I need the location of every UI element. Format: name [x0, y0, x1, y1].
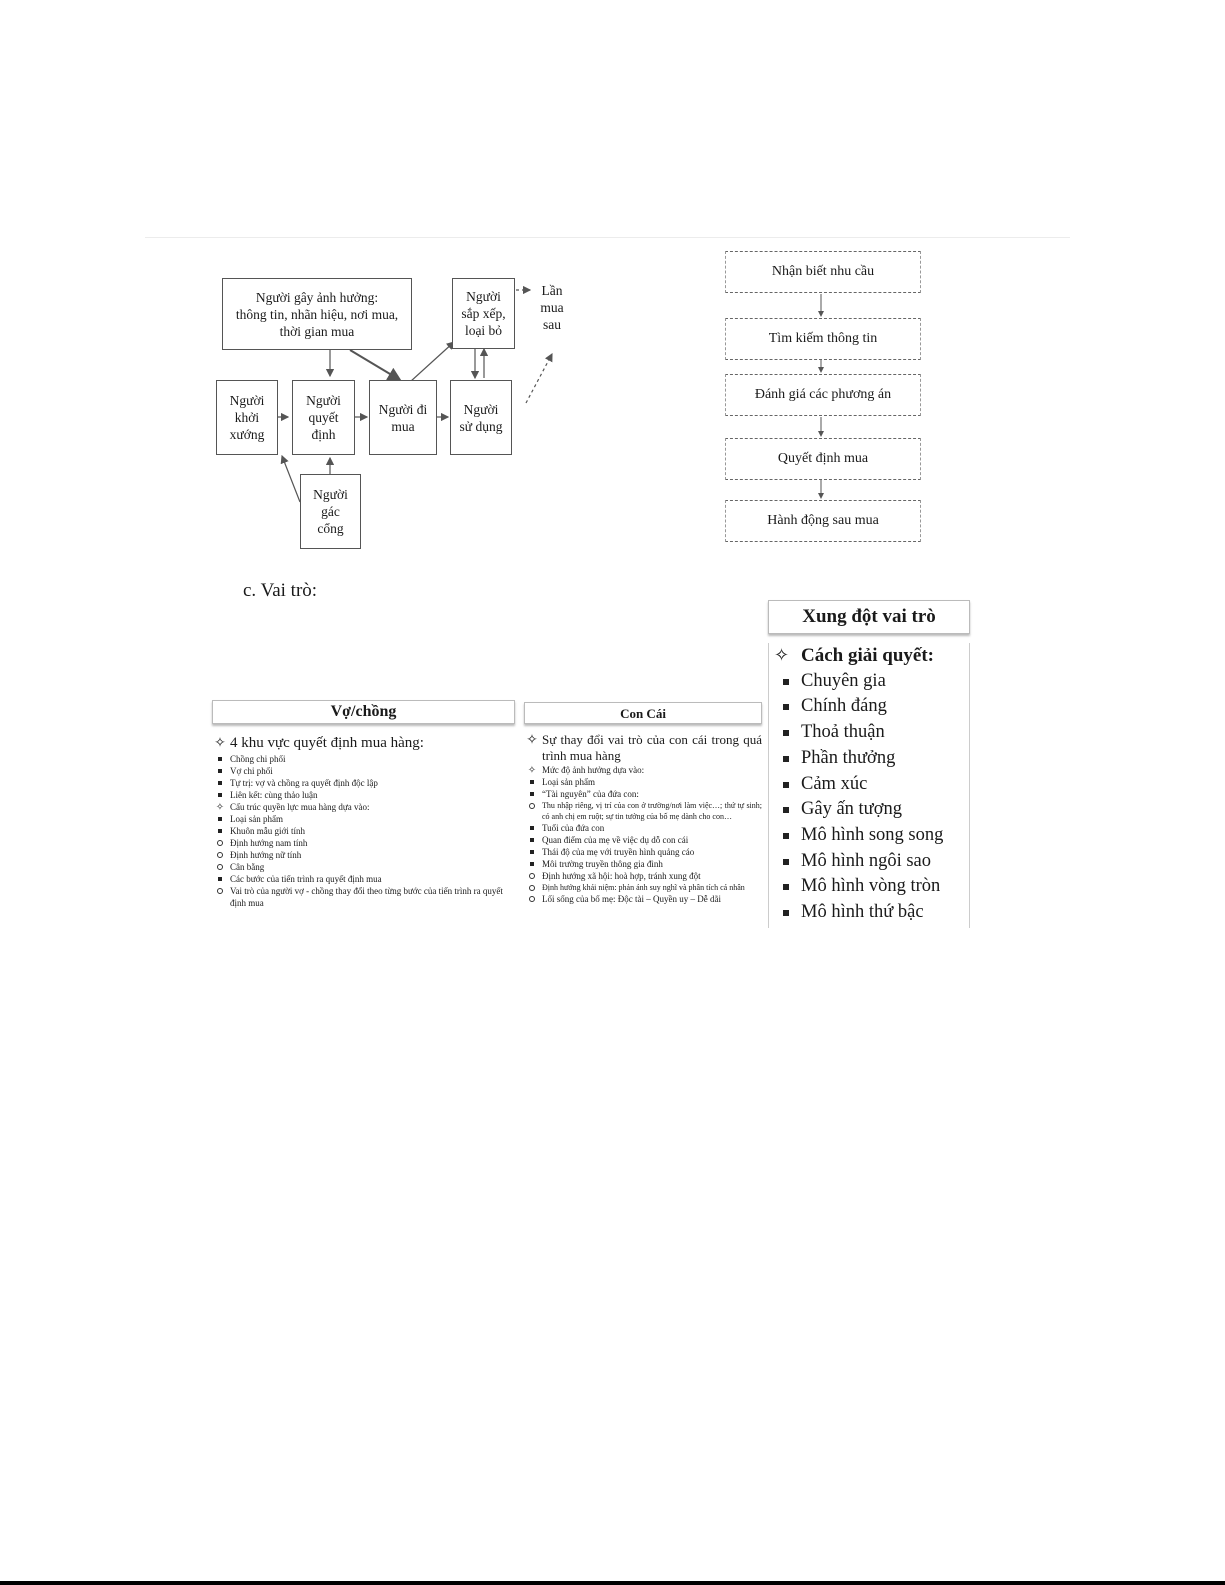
list-item: Tự trị: vợ và chồng ra quyết định độc lập [230, 778, 378, 788]
list-item: Chồng chi phối [230, 754, 286, 764]
list-item: Thoả thuận [769, 720, 969, 746]
square-bullet-icon [783, 704, 789, 710]
initiator-box: Người khởi xướng [216, 380, 278, 455]
list-item: Tuổi của đứa con [542, 823, 605, 833]
diamond-icon [214, 734, 226, 753]
list-item: Chuyên gia [769, 669, 969, 695]
list-item: Định hướng xã hội: hoà hợp, tránh xung đột [542, 871, 701, 881]
list-item: Lối sống của bố mẹ: Độc tài – Quyền uy – Dễ dãi [542, 894, 721, 904]
square-bullet-icon [783, 884, 789, 890]
list-item: Vai trò của người vợ - chồng thay đổi theo từng bước của tiến trình ra quyết định mua [230, 886, 503, 908]
list-item: Chính đáng [769, 694, 969, 720]
top-divider [145, 237, 1070, 238]
square-bullet-icon [783, 807, 789, 813]
role-conflict-title: Xung đột vai trò [768, 600, 970, 634]
influencer-box: Người gây ảnh hưởng: thông tin, nhãn hiệu, nơi mua, thời gian mua [222, 278, 412, 350]
arrow-user-next [526, 354, 552, 403]
list-item: Liên kết: cùng thảo luận [230, 790, 318, 800]
list-item: ✧ Cấu trúc quyền lực mua hàng dựa vào: [212, 801, 515, 813]
arrow-buyer-disposer [410, 342, 454, 382]
children-title: Con Cái [524, 702, 762, 724]
purchase-process-flow [724, 250, 924, 550]
user-box: Người sử dụng [450, 380, 512, 455]
list-item: Mô hình thứ bậc [769, 900, 969, 926]
square-bullet-icon [783, 782, 789, 788]
children-list [524, 732, 762, 905]
square-bullet-icon [783, 730, 789, 736]
role-conflict-heading: ✧ Cách giải quyết: [769, 643, 969, 669]
list-item: Môi trường truyền thông gia đình [542, 859, 663, 869]
arrow-gatekeeper-initiator [282, 456, 300, 502]
list-item: Vợ chi phối [230, 766, 273, 776]
husband-wife-heading: ✧ 4 khu vực quyết định mua hàng: [212, 734, 515, 753]
list-item: Mô hình song song [769, 823, 969, 849]
role-conflict-body [768, 643, 970, 928]
step-purchase-decision: Quyết định mua [725, 438, 921, 480]
list-item: Mô hình ngôi sao [769, 849, 969, 875]
step-evaluate-alternatives: Đánh giá các phương án [725, 374, 921, 416]
list-item: Thu nhập riêng, vị trí của con ở trường/nơi làm việc…; thứ tự sinh; có anh chị em ruột; sự tin tưởng của bố mẹ dành cho con… [542, 801, 762, 821]
gatekeeper-box: Người gác cổng [300, 474, 361, 549]
step-need-recognition: Nhận biết nhu cầu [725, 251, 921, 293]
square-bullet-icon [783, 756, 789, 762]
list-item: Quan điểm của mẹ về việc dụ dỗ con cái [542, 835, 689, 845]
list-item: Phần thưởng [769, 746, 969, 772]
disposer-box: Người sắp xếp, loại bỏ [452, 278, 515, 349]
arrow-influencer-buyer [350, 350, 400, 380]
square-bullet-icon [783, 859, 789, 865]
role-conflict-list [769, 643, 969, 926]
step-post-purchase: Hành động sau mua [725, 500, 921, 542]
list-item: ✧ Mức độ ảnh hưởng dựa vào: [524, 764, 762, 776]
list-item: Định hướng nữ tính [230, 850, 302, 860]
diamond-icon [774, 643, 794, 663]
list-item: Cân bằng [230, 862, 265, 872]
list-item: Khuôn mẫu giới tính [230, 826, 306, 836]
square-bullet-icon [783, 679, 789, 685]
buyer-box: Người đi mua [369, 380, 437, 455]
section-caption: c. Vai trò: [243, 580, 318, 601]
husband-wife-title: Vợ/chồng [212, 700, 515, 724]
step-information-search: Tìm kiếm thông tin [725, 318, 921, 360]
bottom-border [0, 1581, 1225, 1585]
next-purchase-label: Lần mua sau [540, 283, 564, 332]
list-item: Định hướng khái niệm: phản ánh suy nghĩ và phân tích cá nhân [542, 883, 745, 892]
square-bullet-icon [783, 910, 789, 916]
list-item: Định hướng nam tính [230, 838, 308, 848]
list-item: “Tài nguyên” của đứa con: [542, 789, 639, 799]
list-item: Gây ấn tượng [769, 797, 969, 823]
decider-box: Người quyết định [292, 380, 355, 455]
list-item: Loại sản phẩm [542, 777, 595, 787]
diamond-icon [526, 732, 538, 749]
list-item: Mô hình vòng tròn [769, 874, 969, 900]
buying-roles-diagram [212, 272, 572, 557]
list-item: Loại sản phẩm [230, 814, 283, 824]
list-item: Các bước của tiến trình ra quyết định mua [230, 874, 382, 884]
children-heading: ✧ Sự thay đổi vai trò của con cái trong quá trình mua hàng [524, 732, 762, 764]
list-item: Cảm xúc [769, 772, 969, 798]
square-bullet-icon [783, 833, 789, 839]
husband-wife-list [212, 734, 515, 909]
list-item: Thái độ của mẹ với truyền hình quảng cáo [542, 847, 695, 857]
